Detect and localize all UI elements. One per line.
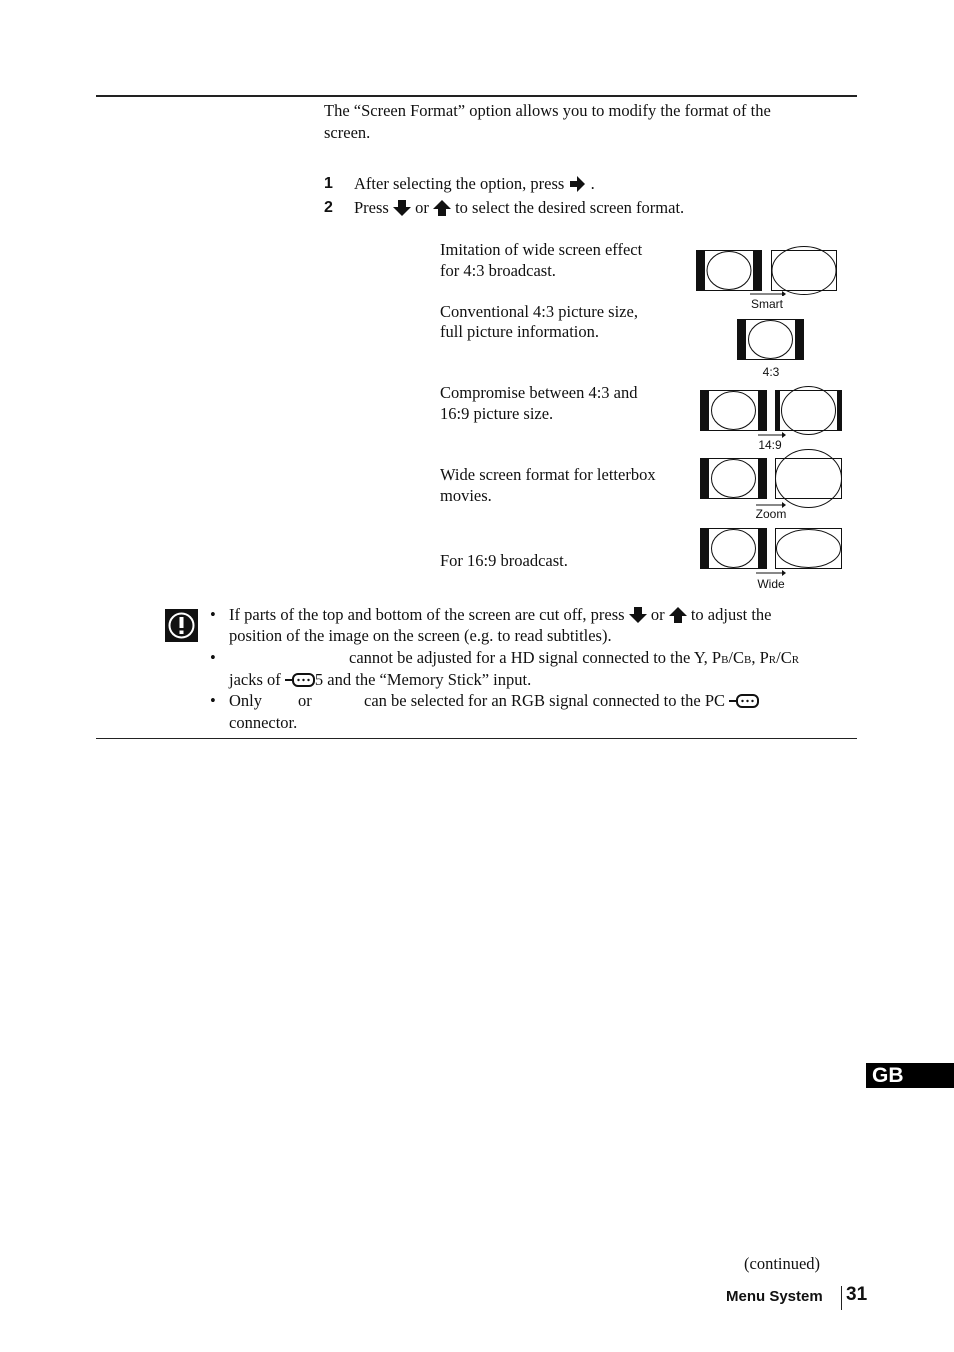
note-2-text-d: /C bbox=[776, 648, 792, 667]
bottom-rule bbox=[96, 738, 857, 739]
note-2-line-2-a: jacks of bbox=[229, 670, 281, 689]
note-2-bullet: • bbox=[210, 648, 216, 667]
note-2-sub-1: B bbox=[721, 654, 729, 666]
note-1-or: or bbox=[650, 605, 665, 624]
note-2-line-2-b: 5 and the “Memory Stick” input. bbox=[314, 670, 532, 689]
note-3-text-b: can be selected for an RGB signal connected to the PC bbox=[364, 691, 726, 710]
note-3-line-2: connector. bbox=[229, 713, 298, 732]
149-caption: 14:9 bbox=[758, 438, 782, 452]
note-3-or: or bbox=[298, 691, 312, 710]
format-149-desc-1: Compromise between 4:3 and bbox=[440, 383, 638, 402]
note-1-bullet: • bbox=[210, 605, 216, 624]
note-2-line-2 bbox=[229, 669, 531, 690]
step-1-after: . bbox=[590, 174, 595, 193]
note-2-text-b: /C bbox=[728, 648, 745, 667]
note-3-line-1 bbox=[364, 690, 759, 711]
note-1-line-2: position of the image on the screen (e.g. to read subtitles). bbox=[229, 626, 612, 645]
intro-line-2: screen. bbox=[324, 123, 371, 142]
up-arrow-icon bbox=[433, 200, 451, 216]
wide-format-diagram bbox=[700, 526, 844, 580]
down-arrow-icon bbox=[629, 607, 647, 623]
input-connector-icon bbox=[285, 672, 315, 688]
format-wide-desc-1: For 16:9 broadcast. bbox=[440, 551, 568, 570]
top-rule bbox=[96, 95, 857, 97]
note-2-text-c: , P bbox=[751, 648, 769, 667]
down-arrow-icon bbox=[393, 200, 411, 216]
step-2-before: Press bbox=[354, 198, 389, 217]
note-1-line-1 bbox=[229, 604, 771, 625]
step-1-text bbox=[354, 173, 595, 194]
pc-connector-icon bbox=[729, 693, 759, 709]
continued-label: (continued) bbox=[744, 1254, 821, 1273]
43-format-diagram bbox=[737, 319, 805, 363]
note-3-bullet: • bbox=[210, 691, 216, 710]
note-2-sub-4: R bbox=[791, 654, 800, 666]
format-43-desc-1: Conventional 4:3 picture size, bbox=[440, 302, 638, 321]
format-smart-desc-2: for 4:3 broadcast. bbox=[440, 261, 556, 280]
up-arrow-icon bbox=[669, 607, 687, 623]
zoom-caption: Zoom bbox=[755, 507, 787, 521]
format-smart-desc-1: Imitation of wide screen effect bbox=[440, 240, 643, 259]
43-caption: 4:3 bbox=[762, 365, 780, 379]
note-1-text-b: to adjust the bbox=[690, 605, 772, 624]
note-1-text-a: If parts of the top and bottom of the screen are cut off, press bbox=[229, 605, 625, 624]
language-tab-gb: GB bbox=[866, 1063, 954, 1088]
149-format-diagram bbox=[700, 384, 844, 440]
step-1-before: After selecting the option, press bbox=[354, 174, 565, 193]
step-2-middle: or bbox=[415, 198, 429, 217]
footer-divider bbox=[841, 1286, 842, 1310]
step-2-after: to select the desired screen format. bbox=[455, 198, 685, 217]
intro-line-1: The “Screen Format” option allows you to modify the format of the bbox=[324, 101, 771, 120]
wide-caption: Wide bbox=[757, 577, 785, 591]
section-title: Menu System bbox=[726, 1288, 823, 1305]
note-2-text-a: cannot be adjusted for a HD signal connected to the Y, P bbox=[349, 648, 722, 667]
page-number: 31 bbox=[846, 1284, 868, 1305]
zoom-format-diagram bbox=[700, 449, 844, 511]
note-2-line-1 bbox=[349, 647, 799, 671]
format-zoom-desc-1: Wide screen format for letterbox bbox=[440, 465, 656, 484]
note-2-sub-2: B bbox=[744, 654, 752, 666]
right-arrow-icon bbox=[568, 176, 586, 192]
note-2-sub-3: R bbox=[768, 654, 777, 666]
smart-format-diagram bbox=[696, 246, 842, 296]
step-2-text bbox=[354, 197, 684, 218]
note-3-only: Only bbox=[229, 691, 262, 710]
format-149-desc-2: 16:9 picture size. bbox=[440, 404, 554, 423]
smart-caption: Smart bbox=[750, 297, 783, 311]
format-43-desc-2: full picture information. bbox=[440, 322, 599, 341]
format-zoom-desc-2: movies. bbox=[440, 486, 492, 505]
step-1-number: 1 bbox=[324, 175, 333, 192]
step-2-number: 2 bbox=[324, 199, 333, 216]
note-warning-icon bbox=[165, 609, 198, 642]
